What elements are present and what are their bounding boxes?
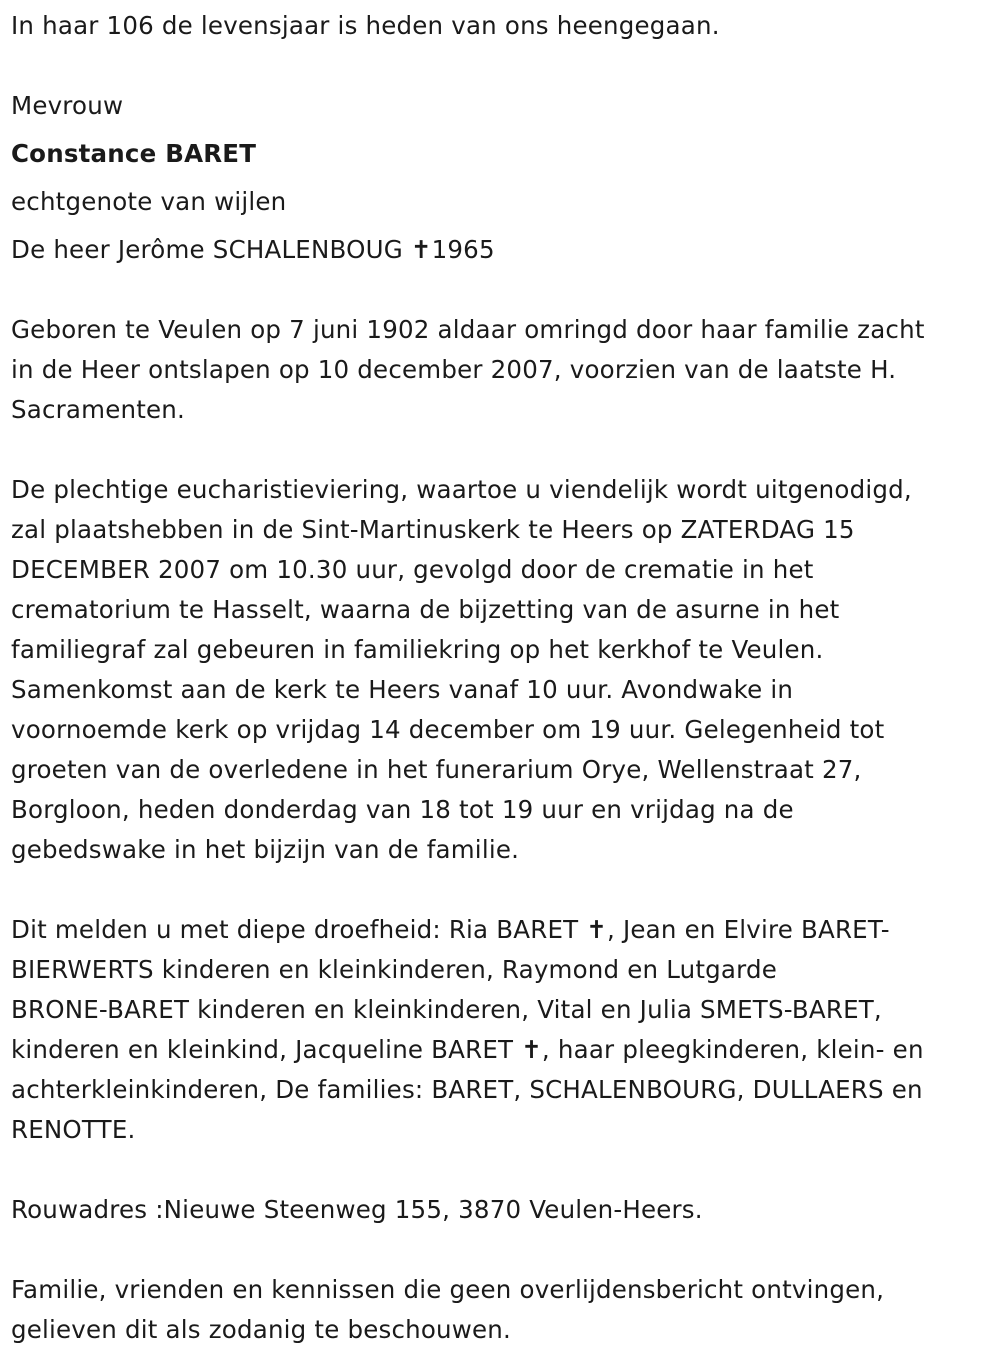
- spouse-line: De heer Jerôme SCHALENBOUG ✝1965: [11, 235, 495, 264]
- title-line: Mevrouw: [11, 91, 124, 120]
- ceremony-line: voornoemde kerk op vrijdag 14 december om 19 uur. Gelegenheid tot: [11, 715, 885, 744]
- ceremony-line: zal plaatshebben in de Sint-Martinuskerk te Heers op ZATERDAG 15: [11, 515, 855, 544]
- birth-line: Sacramenten.: [11, 395, 185, 424]
- intro-line: In haar 106 de levensjaar is heden van ons heengegaan.: [11, 11, 720, 40]
- deceased-name: Constance BARET: [11, 139, 257, 168]
- ceremony-line: groeten van de overledene in het funerarium Orye, Wellenstraat 27,: [11, 755, 862, 784]
- family-line: Dit melden u met diepe droefheid: Ria BARET ✝, Jean en Elvire BARET-: [11, 915, 890, 944]
- spouse-intro-line: echtgenote van wijlen: [11, 187, 287, 216]
- ceremony-line: gebedswake in het bijzijn van de familie.: [11, 835, 520, 864]
- closing-line: Familie, vrienden en kennissen die geen overlijdensbericht ontvingen,: [11, 1275, 885, 1304]
- family-line: RENOTTE.: [11, 1115, 136, 1144]
- family-line: achterkleinkinderen, De families: BARET, SCHALENBOURG, DULLAERS en: [11, 1075, 923, 1104]
- address-line: Rouwadres :Nieuwe Steenweg 155, 3870 Veulen-Heers.: [11, 1195, 703, 1224]
- ceremony-line: Samenkomst aan de kerk te Heers vanaf 10 uur. Avondwake in: [11, 675, 794, 704]
- closing-line: gelieven dit als zodanig te beschouwen.: [11, 1315, 512, 1344]
- ceremony-line: crematorium te Hasselt, waarna de bijzetting van de asurne in het: [11, 595, 840, 624]
- birth-line: Geboren te Veulen op 7 juni 1902 aldaar omringd door haar familie zacht: [11, 315, 925, 344]
- family-line: kinderen en kleinkind, Jacqueline BARET ✝, haar pleegkinderen, klein- en: [11, 1035, 924, 1064]
- ceremony-line: Borgloon, heden donderdag van 18 tot 19 uur en vrijdag na de: [11, 795, 794, 824]
- birth-line: in de Heer ontslapen op 10 december 2007, voorzien van de laatste H.: [11, 355, 897, 384]
- ceremony-line: familiegraf zal gebeuren in familiekring op het kerkhof te Veulen.: [11, 635, 824, 664]
- family-line: BRONE-BARET kinderen en kleinkinderen, Vital en Julia SMETS-BARET,: [11, 995, 882, 1024]
- ceremony-line: DECEMBER 2007 om 10.30 uur, gevolgd door de crematie in het: [11, 555, 814, 584]
- family-line: BIERWERTS kinderen en kleinkinderen, Raymond en Lutgarde: [11, 955, 778, 984]
- ceremony-line: De plechtige eucharistieviering, waartoe u viendelijk wordt uitgenodigd,: [11, 475, 912, 504]
